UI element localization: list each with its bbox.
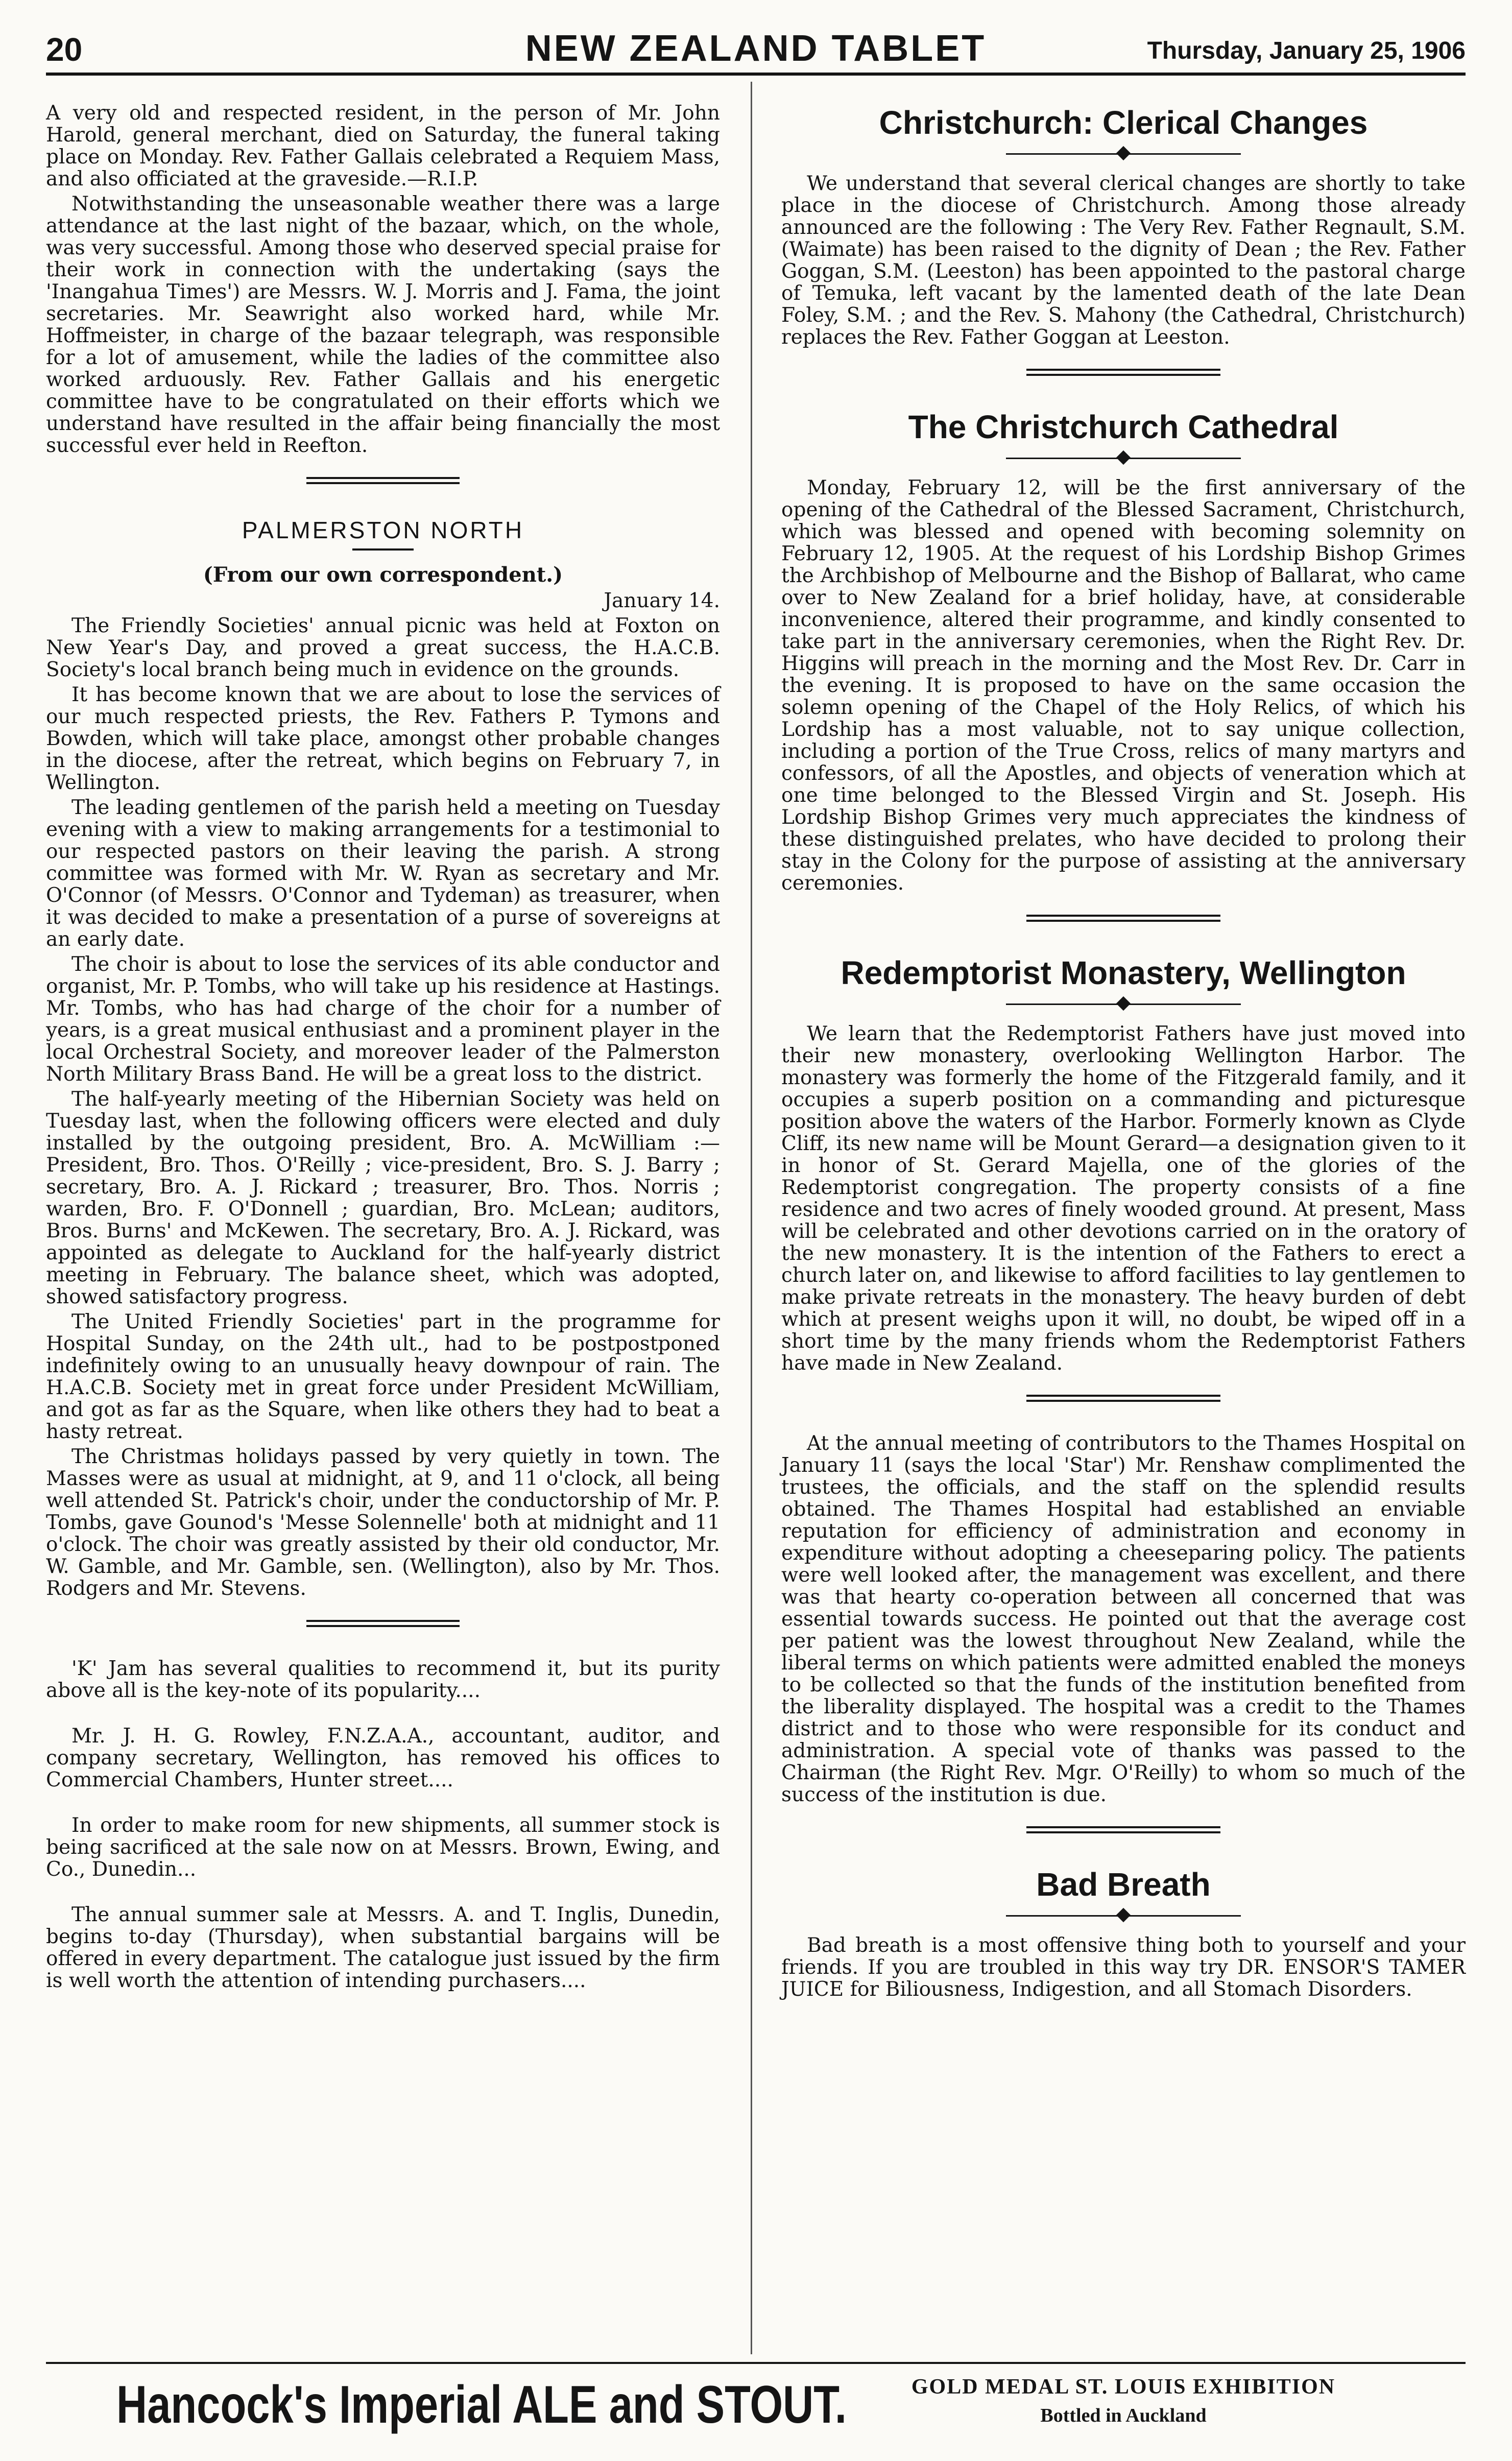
section-separator (306, 1620, 460, 1627)
section-separator (1026, 915, 1220, 922)
article-paragraph: We understand that several clerical changes are shortly to take place in the diocese of Christchurch. Among those already announced are the following : The Very Rev. Father Regnault, S.M. (Waimate) has been raised to the dignity of Dean ; the Rev. Father Goggan, S.M. (Leeston) has been appointed to the pastoral charge of Temuka, left vacant by the lamented death of the late Dean Foley, S.M. ; and the Rev. S. Mahony (the Cathedral, Christchurch) replaces the Rev. Father Goggan at Leeston. (781, 172, 1466, 349)
ale-stout-advert: Hancock's Imperial ALE and STOUT. (116, 2375, 847, 2434)
section-separator (1026, 369, 1220, 376)
article-paragraph: The Christmas holidays passed by very quietly in town. The Masses were as usual at midnight, at 9, and 11 o'clock, all being well attended St. Patrick's choir, under the conductorship of Mr. P. Tombs, gave Gounod's 'Messe Solennelle' both at midnight and 11 o'clock. The choir was greatly assisted by their old conductor, Mr. W. Gamble, and Mr. Gamble, sen. (Wellington), also by Mr. Thos. Rodgers and Mr. Stevens. (46, 1445, 720, 1600)
dateline: January 14. (604, 589, 720, 612)
cathedral-heading: The Christchurch Cathedral (908, 409, 1339, 445)
diamond-ornament (1006, 448, 1241, 469)
publication-title: NEW ZEALAND TABLET (525, 28, 987, 69)
page-header (46, 20, 1466, 71)
page-number: 20 (46, 31, 83, 68)
notice-paragraph: In order to make room for new shipments, all summer stock is being sacrificed at the sale now on at Messrs. Brown, Ewing, and Co., Dunedin... (46, 1814, 720, 1881)
section-separator (306, 477, 460, 484)
article-paragraph: The United Friendly Societies' part in the programme for Hospital Sunday, on the 24th ult., had to be postpostponed indefinitely owing to an unusually heavy downpour of rain. The H.A.C.B. Society met in great force under President McWilliam, and got as far as the Square, when like others they had to beat a hasty retreat. (46, 1310, 720, 1443)
bad-breath-heading: Bad Breath (1036, 1866, 1211, 1903)
advert-paragraph: Bad breath is a most offensive thing both to yourself and your friends. If you are troubled in this way try DR. ENSOR'S TAMER JUICE for Biliousness, Indigestion, and all Stomach Disorders. (781, 1934, 1466, 2001)
article-paragraph: The half-yearly meeting of the Hibernian Society was held on Tuesday last, when the following officers were elected and duly installed by the outgoing president, Bro. A. McWilliam :—President, Bro. Thos. O'Reilly ; vice-president, Bro. S. J. Barry ; secretary, Bro. A. J. Rickard ; treasurer, Bro. Thos. Norris ; warden, Bro. F. O'Donnell ; guardian, Bro. McLean; auditors, Bros. Burns' and McKewen. The secretary, Bro. A. J. Rickard, was appointed as delegate to Auckland for the half-yearly district meeting in February. The balance sheet, which was adopted, showed satisfactory progress. (46, 1088, 720, 1308)
article-paragraph: The leading gentlemen of the parish held a meeting on Tuesday evening with a view to making arrangements for a testimonial to our respected pastors on their leaving the parish. A strong committee was formed with Mr. W. Ryan as secretary and Mr. O'Connor (of Messrs. O'Connor and Tydeman) as treasurer, when it was decided to make a presentation of a purse of sovereigns at an early date. (46, 796, 720, 951)
article-paragraph: The choir is about to lose the services of its able conductor and organist, Mr. P. Tombs, who will take up his residence at Hastings. Mr. Tombs, who has had charge of the choir for a number of years, is a great musical enthusiast and a prominent player in the local Orchestral Society, and moreover leader of the Palmerston North Military Brass Band. He will be a great loss to the district. (46, 953, 720, 1086)
christchurch-changes-heading: Christchurch: Clerical Changes (879, 104, 1368, 141)
section-separator (1026, 1395, 1220, 1402)
notice-paragraph: Mr. J. H. G. Rowley, F.N.Z.A.A., accountant, auditor, and company secretary, Wellington, has removed his offices to Commercial Chambers, Hunter street.... (46, 1725, 720, 1791)
notice-paragraph: The annual summer sale at Messrs. A. and T. Inglis, Dunedin, begins to-day (Thursday), when substantial bargains will be offered in every department. The catalogue just issued by the firm is well worth the attention of intending purchasers.... (46, 1903, 720, 1992)
bazaar-paragraph: Notwithstanding the unseasonable weather there was a large attendance at the last night of the bazaar, which, on the whole, was very successful. Among those who deserved special praise for their work in connection with the undertaking (says the 'Inangahua Times') are Messrs. W. J. Morris and J. Fama, the joint secretaries. Mr. Seawright also worked hard, while Mr. Hoffmeister, in charge of the bazaar telegraph, was responsible for a lot of amusement, while the ladies of the committee also worked arduously. Rev. Father Gallais and his energetic committee have to be congratulated on their efforts which we understand have resulted in the affair being financially the most successful ever held in Reefton. (46, 193, 720, 457)
diamond-ornament (1006, 1906, 1241, 1926)
column-divider (751, 82, 752, 2354)
diamond-ornament (1006, 144, 1241, 164)
footer-rule (46, 2362, 1466, 2364)
left-column (46, 102, 720, 1995)
article-paragraph: At the annual meeting of contributors to the Thames Hospital on January 11 (says the local 'Star') Mr. Renshaw complimented the trustees, the officials, and the staff on the splendid results obtained. The Thames Hospital had established an enviable reputation for efficiency of administration and economy in expenditure without adopting a cheeseparing policy. The patients were well looked after, the management was excellent, and there was that hearty co-operation between all concerned that was essential towards success. He pointed out that the average cost per patient was the lowest throughout New Zealand, while the liberal terms on which patients were admitted enabled the moneys to be collected so that the funds of the institution benefited from the liberality displayed. The hospital was a credit to the Thames district and to those who were responsible for its conduct and administration. A special vote of thanks was passed to the Chairman (the Right Rev. Mgr. O'Reilly) to whom so much of the success of the institution is due. (781, 1432, 1466, 1806)
correspondent-byline: (From our own correspondent.) (203, 563, 563, 587)
bottled-line: Bottled in Auckland (1040, 2405, 1207, 2426)
exhibition-line: GOLD MEDAL ST. LOUIS EXHIBITION (911, 2375, 1336, 2399)
right-column (781, 102, 1466, 2003)
section-separator (1026, 1826, 1220, 1833)
article-paragraph: It has become known that we are about to lose the services of our much respected priests, the Rev. Fathers P. Tymons and Bowden, which will take place, amongst other probable changes in the diocese, after the retreat, which begins on February 7, in Wellington. (46, 683, 720, 794)
article-paragraph: Monday, February 12, will be the first anniversary of the opening of the Cathedral of the Blessed Sacrament, Christchurch, which was blessed and opened with becoming solemnity on February 12, 1905. At the request of his Lordship Bishop Grimes the Archbishop of Melbourne and the Bishop of Ballarat, who came over to New Zealand for a brief holiday, have, at considerable inconvenience, altered their programme, and kindly consented to take part in the anniversary ceremonies, when the Right Rev. Dr. Higgins will preach in the morning and the Most Rev. Dr. Carr in the evening. It is proposed to have on the same occasion the solemn opening of the Chapel of the Holy Relics, of which his Lordship has a most valuable, not to say unique collection, including a portion of the True Cross, relics of many martyrs and confessors, of all the Apostles, and objects of veneration which at one time belonged to the Blessed Virgin and St. Joseph. His Lordship Bishop Grimes very much appreciates the kindness of these distinguished prelates, who have decided to prolong their stay in the Colony for the purpose of assisting at the anniversary ceremonies. (781, 476, 1466, 895)
diamond-ornament (1006, 994, 1241, 1015)
notice-paragraph: 'K' Jam has several qualities to recommend it, but its purity above all is the key-note of its popularity.... (46, 1657, 720, 1702)
palmerston-heading: PALMERSTON NORTH (242, 517, 524, 543)
header-rule (46, 73, 1466, 76)
heading-rule (352, 548, 414, 551)
redemptorist-heading: Redemptorist Monastery, Wellington (841, 954, 1406, 991)
issue-date: Thursday, January 25, 1906 (1147, 37, 1466, 64)
exhibition-advert (781, 2375, 1466, 2427)
article-paragraph: We learn that the Redemptorist Fathers have just moved into their new monastery, overlooking Wellington Harbor. The monastery was formerly the home of the Fitzgerald family, and it occupies a superb position on a commanding and picturesque position above the waters of the Harbor. Formerly known as Clyde Cliff, its new name will be Mount Gerard—a designation given to it in honor of St. Gerard Majella, one of the glories of the Redemptorist congregation. The property consists of a fine residence and two acres of finely wooded ground. At present, Mass will be celebrated and other devotions carried on in the oratory of the new monastery. It is the intention of the Fathers to erect a church later on, and likewise to afford facilities to lay gentlemen to make private retreats in the monastery. The heavy burden of debt which at present weighs upon it will, no doubt, be wiped off in a short time by the many friends whom the Redemptorist Fathers have made in New Zealand. (781, 1022, 1466, 1375)
obituary-paragraph: A very old and respected resident, in the person of Mr. John Harold, general merchant, died on Saturday, the funeral taking place on Monday. Rev. Father Gallais celebrated a Requiem Mass, and also officiated at the graveside.—R.I.P. (46, 102, 720, 190)
article-paragraph: The Friendly Societies' annual picnic was held at Foxton on New Year's Day, and proved a great success, the H.A.C.B. Society's local branch being much in evidence on the grounds. (46, 614, 720, 681)
